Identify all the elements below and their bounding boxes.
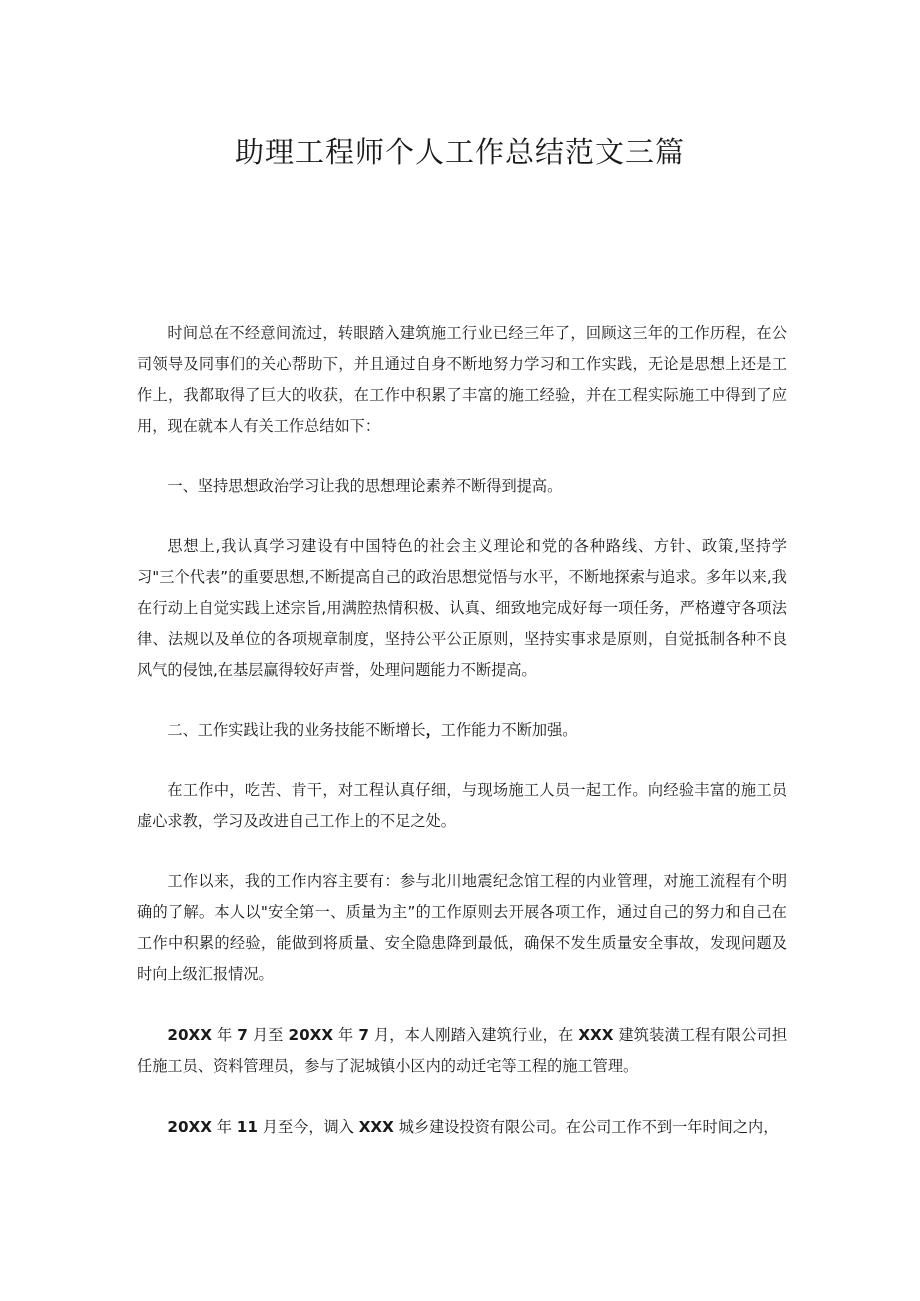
- paragraph-political-study: 思想上,我认真学习建设有中国特色的社会主义理论和党的各种路线、方针、政策,坚持学习"三个代表”的重要思想,不断提高自己的政治思想觉悟与水平，不断地探索与追求。多年以来,我在行动上自觉实践上述宗旨,用满腔热情积极、认真、细致地完成好每一项任务，严格遵守各项法律、法规以及单位的各项规章制度，坚持公平公正原则，坚持实事求是原则，自觉抵制各种不良风气的侵蚀,在基层赢得较好声誉，处理问题能力不断提高。: [137, 537, 787, 679]
- month-1: 7: [237, 1026, 248, 1044]
- year-1: 20XX: [167, 1026, 212, 1044]
- text-fragment: 月至: [252, 1026, 284, 1044]
- text-fragment: 年: [216, 1118, 232, 1136]
- text-fragment: 月至今，调入: [262, 1118, 354, 1136]
- section-heading-2-part-b: 工作能力不断加强。: [440, 721, 578, 739]
- month-2: 7: [358, 1026, 369, 1044]
- section-heading-1: 一、坚持思想政治学习让我的思想理论素养不断得到提高。: [167, 477, 563, 495]
- intro-paragraph: 时间总在不经意间流过，转眼踏入建筑施工行业已经三年了，回顾这三年的工作历程，在公司领导及同事们的关心帮助下，并且通过自身不断地努力学习和工作实践，无论是思想上还是工作上，我都取得了巨大的收获，在工作中积累了丰富的施工经验，并在工程实际施工中得到了应用，现在就本人有关工作总结如下：: [137, 324, 787, 435]
- text-fragment: 月，本人刚踏入建筑行业，在: [373, 1026, 574, 1044]
- document-body: [137, 318, 787, 1143]
- paragraph-employment-1: [137, 1020, 787, 1082]
- text-fragment: 城乡建设投资有限公司。在公司工作不到一年时间之内，: [398, 1118, 779, 1136]
- paragraph-work-content: 工作以来，我的工作内容主要有：参与北川地震纪念馆工程的内业管理，对施工流程有个明确的了解。本人以"安全第一、质量为主”的工作原则去开展各项工作，通过自己的努力和自己在工作中积累的经验，能做到将质量、安全隐患降到最低，确保不发生质量安全事故，发现问题及时向上级汇报情况。: [137, 872, 787, 983]
- document-title: 助理工程师个人工作总结范文三篇: [234, 135, 685, 169]
- section-heading-2: [137, 715, 787, 746]
- paragraph-work-attitude: 在工作中，吃苦、肯干，对工程认真仔细，与现场施工人员一起工作。向经验丰富的施工员虚心求教，学习及改进自己工作上的不足之处。: [137, 781, 787, 830]
- text-fragment: 年: [216, 1026, 233, 1044]
- section-heading-2-comma: ，: [425, 721, 441, 739]
- month-3: 11: [236, 1118, 258, 1136]
- company-name-1: XXX: [578, 1026, 614, 1044]
- paragraph-employment-2: [137, 1112, 787, 1143]
- year-2: 20XX: [288, 1026, 334, 1044]
- company-name-2: XXX: [358, 1118, 394, 1136]
- text-fragment: 建筑装潢工程有限公司担任施工员、资料管理员，参与了泥城镇小区内的动迁宅等工程的施工管理。: [137, 1026, 788, 1075]
- text-fragment: 年: [338, 1026, 354, 1044]
- section-heading-2-part-a: 二、工作实践让我的业务技能不断增长: [167, 721, 426, 739]
- year-3: 20XX: [167, 1118, 212, 1136]
